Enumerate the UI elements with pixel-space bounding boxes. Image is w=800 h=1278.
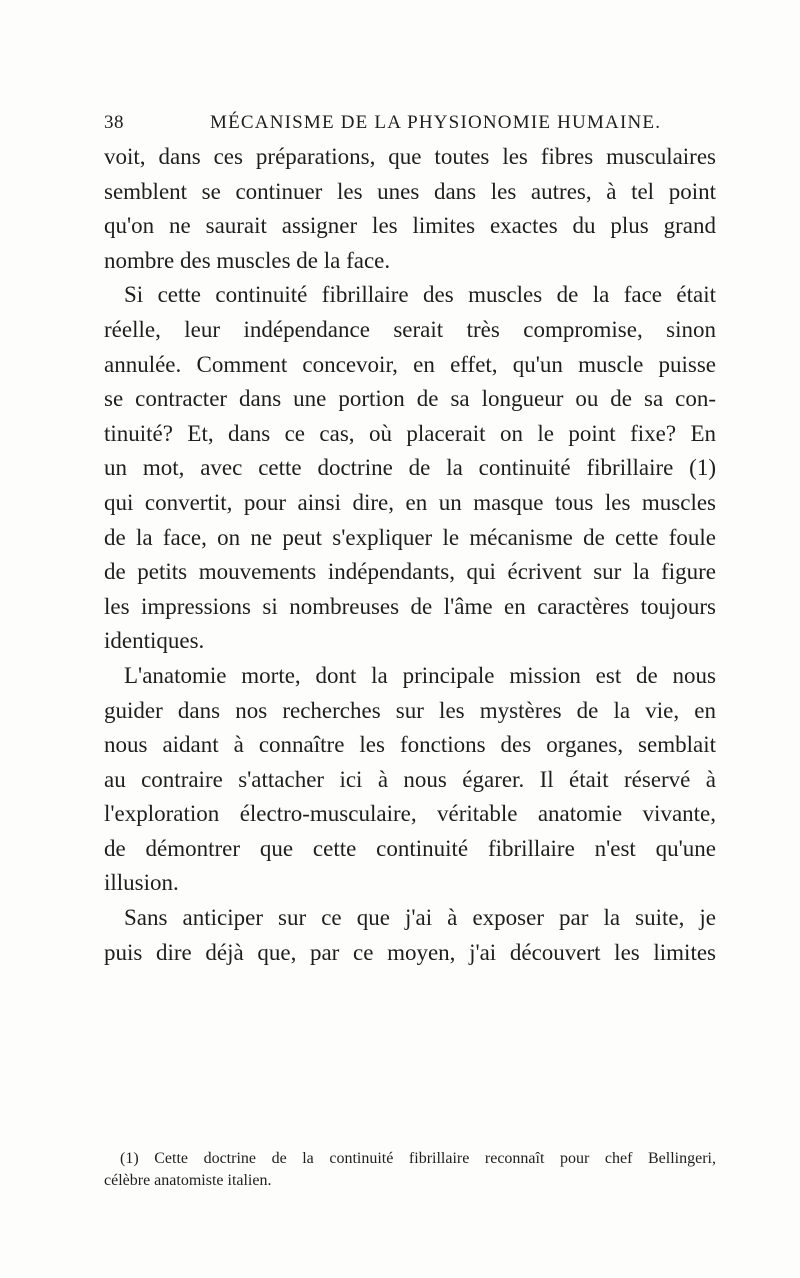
text-line: semblent se continuer les unes dans les autres, à tel point bbox=[104, 178, 716, 204]
text-line: voit, dans ces préparations, que toutes les fibres musculaires bbox=[104, 144, 716, 169]
text-line: annulée. Comment concevoir, en effet, qu'un muscle puisse bbox=[104, 351, 716, 377]
text-line: au contraire s'attacher ici à nous égarer. Il était réservé à bbox=[104, 766, 716, 792]
text-line: l'exploration électro-musculaire, véritable anatomie vivante, bbox=[104, 801, 716, 827]
text-line: tinuité? Et, dans ce cas, où placerait on le point fixe? En bbox=[104, 420, 716, 446]
page-number: 38 bbox=[104, 112, 124, 133]
running-head bbox=[104, 100, 724, 136]
text-line: nous aidant à connaître les fonctions des organes, semblait bbox=[104, 732, 716, 758]
text-line: L'anatomie morte, dont la principale mission est de nous bbox=[124, 662, 716, 688]
text-line: Si cette continuité fibrillaire des muscles de la face était bbox=[124, 282, 716, 308]
text-line: qui convertit, pour ainsi dire, en un masque tous les muscles bbox=[104, 489, 716, 515]
body-text bbox=[104, 140, 716, 970]
text-line: se contracter dans une portion de sa longueur ou de sa con- bbox=[104, 386, 716, 412]
text-line: guider dans nos recherches sur les mystères de la vie, en bbox=[104, 697, 716, 723]
footnote bbox=[104, 1148, 716, 1192]
footnote-line: (1) Cette doctrine de la continuité fibrillaire reconnaît pour chef Bellingeri, bbox=[120, 1150, 716, 1167]
text-line: de démontrer que cette continuité fibrillaire n'est qu'une bbox=[104, 835, 716, 861]
text-line: nombre des muscles de la face. bbox=[104, 247, 391, 273]
text-line: les impressions si nombreuses de l'âme en caractères toujours bbox=[104, 593, 716, 619]
text-line: un mot, avec cette doctrine de la continuité fibrillaire (1) bbox=[104, 455, 716, 481]
text-line: illusion. bbox=[104, 870, 179, 896]
running-title: MÉCANISME DE LA PHYSIONOMIE HUMAINE. bbox=[210, 112, 662, 133]
text-line: de la face, on ne peut s'expliquer le mécanisme de cette foule bbox=[104, 524, 716, 550]
footnote-line: célèbre anatomiste italien. bbox=[104, 1172, 272, 1189]
text-line: Sans anticiper sur ce que j'ai à exposer par la suite, je bbox=[124, 905, 716, 931]
text-line: identiques. bbox=[104, 628, 205, 654]
text-line: puis dire déjà que, par ce moyen, j'ai découvert les limites bbox=[104, 939, 716, 965]
text-line: réelle, leur indépendance serait très compromise, sinon bbox=[104, 316, 716, 342]
text-line: qu'on ne saurait assigner les limites exactes du plus grand bbox=[104, 213, 716, 239]
text-line: de petits mouvements indépendants, qui écrivent sur la figure bbox=[104, 559, 716, 585]
